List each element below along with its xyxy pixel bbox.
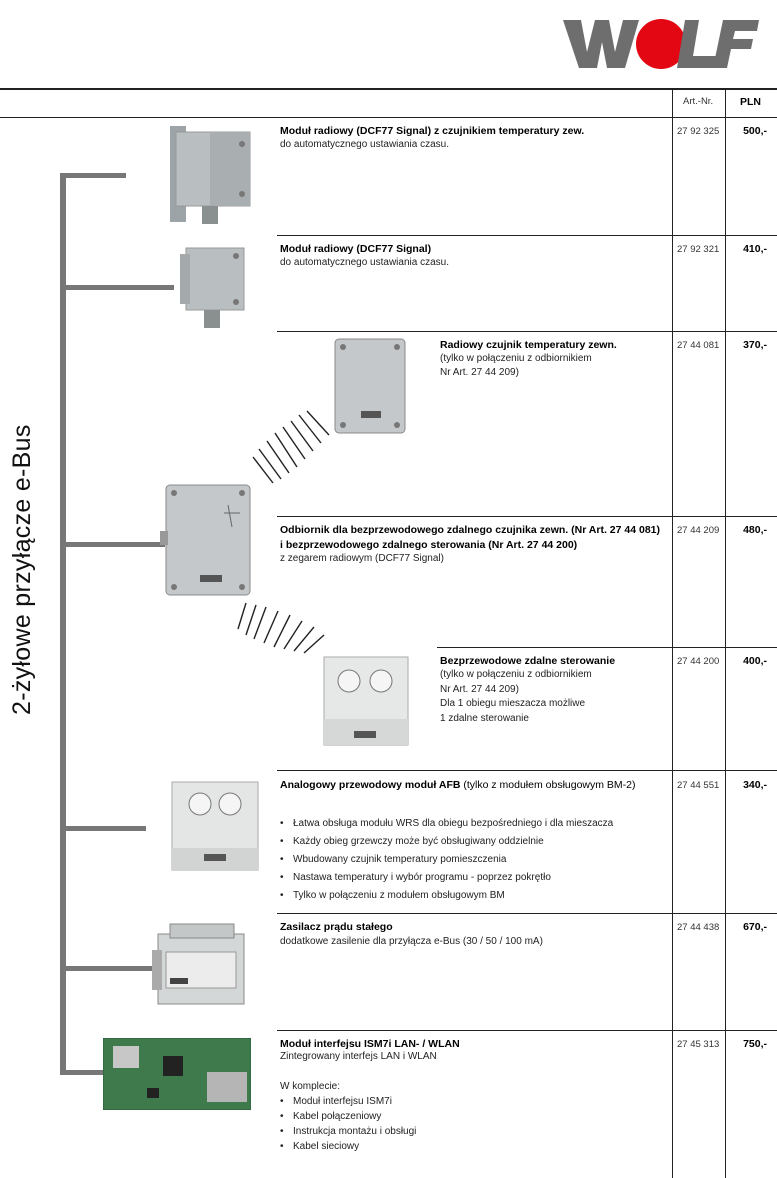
product-desc: 1 zdalne sterowanie — [440, 713, 529, 724]
product-title: Radiowy czujnik temperatury zewn. — [440, 339, 617, 351]
radio-module-image — [180, 244, 246, 332]
product-title: Zasilacz prądu stałego — [280, 921, 393, 933]
row-divider — [437, 647, 777, 648]
product-desc: do automatycznego ustawiania czasu. — [280, 257, 449, 268]
row-divider — [277, 913, 777, 914]
outdoor-sensor-image — [333, 337, 407, 437]
bus-branch — [60, 173, 126, 178]
ism7i-module-image — [103, 1038, 251, 1110]
product-desc: Nr Art. 27 44 209) — [440, 367, 519, 378]
product-price: 750,- — [743, 1038, 767, 1050]
product-title — [280, 778, 636, 792]
row-divider — [277, 331, 777, 332]
kit-item: • Kabel połączeniowy — [280, 1109, 416, 1124]
product-title-line2: i bezprzewodowego zdalnego sterowania (Nr Art. 27 44 200) — [280, 539, 578, 551]
feature-item: • Tylko w połączeniu z modułem obsługowym BM — [280, 887, 613, 905]
column-divider — [672, 90, 673, 1178]
product-title: Odbiornik dla bezprzewodowego zdalnego czujnika zewn. (Nr Art. 27 44 081) — [280, 524, 661, 536]
product-artnr: 27 92 321 — [677, 244, 720, 255]
product-title: Bezprzewodowe zdalne sterowanie — [440, 655, 616, 667]
column-divider — [725, 90, 726, 1178]
product-desc: Dla 1 obiegu mieszacza możliwe — [440, 698, 586, 709]
bus-branch — [60, 1070, 104, 1075]
product-price: 670,- — [743, 921, 767, 933]
feature-item: • Łatwa obsługa modułu WRS dla obiegu bezpośredniego i dla mieszacza — [280, 815, 613, 833]
power-supply-image — [152, 920, 248, 1010]
product-artnr: 27 92 325 — [677, 126, 720, 137]
row-divider — [277, 516, 777, 517]
bus-branch — [60, 542, 165, 547]
product-title: Moduł radiowy (DCF77 Signal) z czujnikiem temperatury zew. — [280, 125, 585, 137]
radio-waves-icon — [245, 405, 335, 485]
product-price: 480,- — [743, 524, 767, 536]
bus-branch — [60, 826, 146, 831]
kit-item: • Moduł interfejsu ISM7i — [280, 1094, 416, 1109]
header-price: PLN — [740, 96, 761, 108]
header-artnr: Art.-Nr. — [683, 96, 714, 107]
product-price: 340,- — [743, 779, 767, 791]
product-artnr: 27 44 551 — [677, 780, 720, 791]
feature-item: • Każdy obieg grzewczy może być obsługiwany oddzielnie — [280, 833, 613, 851]
product-desc: Zintegrowany interfejs LAN i WLAN — [280, 1051, 437, 1062]
receiver-image — [160, 483, 252, 599]
radio-waves-icon — [236, 595, 326, 655]
kit-item: • Kabel sieciowy — [280, 1139, 416, 1154]
product-price: 500,- — [743, 125, 767, 137]
row-divider — [277, 1030, 777, 1031]
bus-branch — [60, 285, 174, 290]
product-price: 400,- — [743, 655, 767, 667]
product-price: 370,- — [743, 339, 767, 351]
side-label: 2-żyłowe przyłącze e-Bus — [8, 424, 36, 715]
top-rule — [0, 88, 777, 90]
row-divider — [277, 770, 777, 771]
bus-branch — [60, 966, 155, 971]
product-desc: dodatkowe zasilenie dla przyłącza e-Bus (30 / 50 / 100 mA) — [280, 936, 543, 947]
radio-module-sensor-image — [170, 126, 252, 228]
product-desc: W komplecie: — [280, 1081, 341, 1092]
row-divider — [0, 117, 777, 118]
product-price: 410,- — [743, 243, 767, 255]
product-desc: (tylko w połączeniu z odbiornikiem — [440, 669, 592, 680]
bus-trunk — [60, 173, 66, 1075]
product-title: Moduł interfejsu ISM7i LAN- / WLAN — [280, 1038, 460, 1050]
product-desc: do automatycznego ustawiania czasu. — [280, 139, 449, 150]
feature-item: • Wbudowany czujnik temperatury pomieszczenia — [280, 851, 613, 869]
product-artnr: 27 44 081 — [677, 340, 720, 351]
wolf-logo — [563, 14, 759, 72]
product-title-suffix: (tylko z modułem obsługowym BM-2) — [460, 779, 636, 791]
product-desc: Nr Art. 27 44 209) — [440, 684, 519, 695]
kit-item: • Instrukcja montażu i obsługi — [280, 1124, 416, 1139]
product-desc: z zegarem radiowym (DCF77 Signal) — [280, 553, 444, 564]
row-divider — [277, 235, 777, 236]
product-artnr: 27 45 313 — [677, 1039, 720, 1050]
product-desc: (tylko w połączeniu z odbiornikiem — [440, 353, 592, 364]
kit-list — [280, 1094, 416, 1154]
wireless-remote-image — [322, 655, 410, 747]
feature-item: • Nastawa temperatury i wybór programu - poprzez pokrętło — [280, 869, 613, 887]
afb-module-image — [170, 780, 260, 872]
feature-list — [280, 815, 613, 905]
product-artnr: 27 44 209 — [677, 525, 720, 536]
product-artnr: 27 44 200 — [677, 656, 720, 667]
product-artnr: 27 44 438 — [677, 922, 720, 933]
product-title: Moduł radiowy (DCF77 Signal) — [280, 243, 432, 255]
product-title-main: Analogowy przewodowy moduł AFB — [280, 779, 461, 791]
